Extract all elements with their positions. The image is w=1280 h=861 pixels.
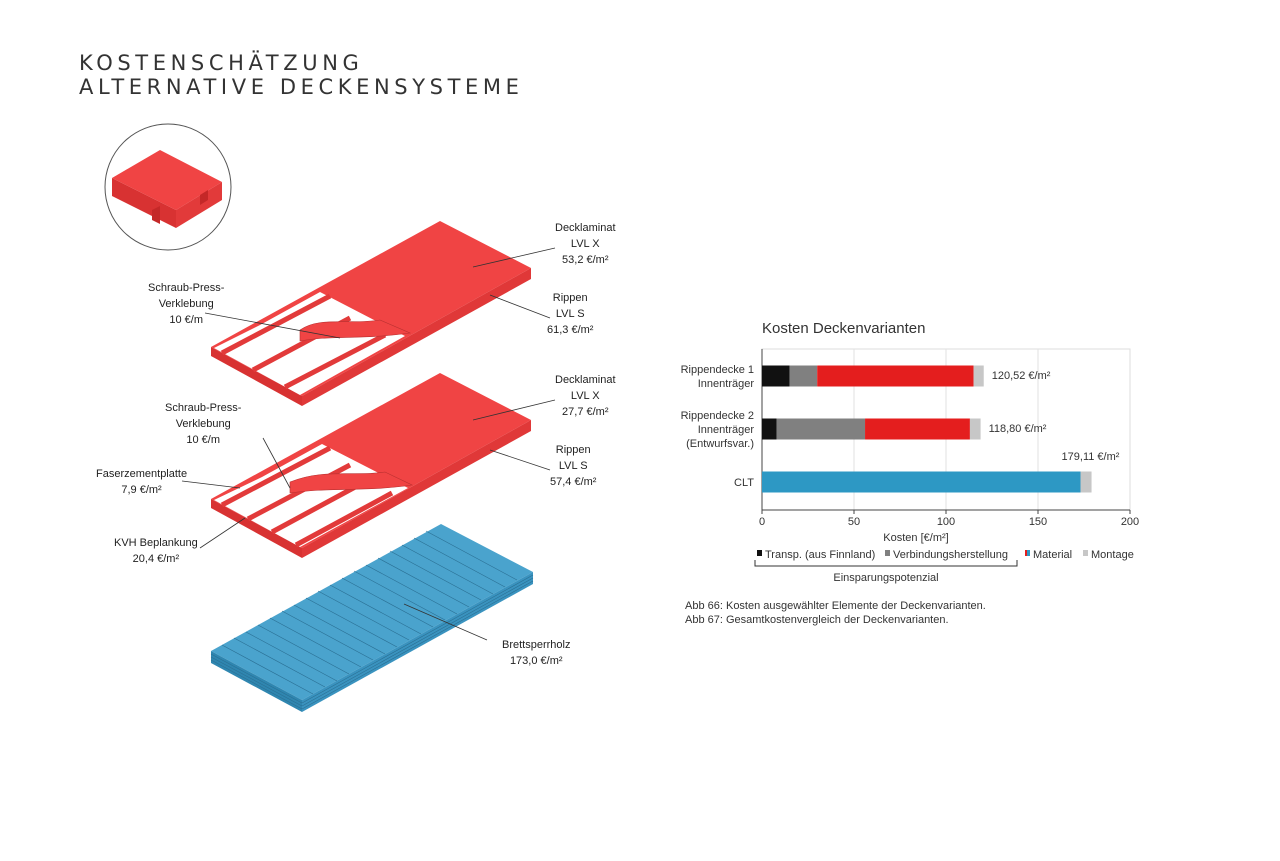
- cost-chart: [640, 300, 1200, 590]
- bar-segment-clt: [762, 472, 1081, 493]
- x-tick-label: 0: [758, 516, 766, 528]
- page-title-line-1: KOSTENSCHÄTZUNG: [79, 51, 364, 75]
- legend-swatch-clt: [1027, 550, 1030, 556]
- bar-segment-3: [974, 366, 984, 387]
- label-top-decklaminat: [555, 220, 616, 268]
- category-label: Rippendecke 1: [680, 364, 754, 376]
- label-line: Decklaminat: [555, 222, 616, 234]
- x-tick-label: 100: [936, 516, 956, 528]
- label-line: LVL S: [558, 460, 588, 472]
- legend-swatch: [1083, 550, 1088, 556]
- bar-segment-3: [970, 419, 981, 440]
- label-line: Schraub-Press-: [148, 282, 225, 294]
- top-deck-panel: [211, 221, 531, 406]
- label-line: LVL X: [570, 238, 600, 250]
- bar-segment-0: [762, 366, 790, 387]
- label-line: 20,4 €/m²: [132, 553, 180, 565]
- x-tick-label: 50: [847, 516, 861, 528]
- bar-segment-3: [1081, 472, 1092, 493]
- total-label: 179,11 €/m²: [1061, 451, 1120, 463]
- label-line: Rippen: [552, 292, 588, 304]
- legend-label: Verbindungsherstellung: [893, 549, 1008, 561]
- label-top-verklebung: [148, 280, 224, 328]
- total-label: 120,52 €/m²: [991, 370, 1051, 382]
- x-axis-label: Kosten [€/m²]: [883, 532, 949, 544]
- label-faserzementplatte: [96, 466, 187, 498]
- legend-label: Material: [1033, 549, 1073, 561]
- label-line: Schraub-Press-: [165, 402, 242, 414]
- label-line: LVL S: [555, 308, 585, 320]
- caption-abb-66: Abb 66: Kosten ausgewählter Elemente der Deckenvarianten.: [685, 600, 986, 612]
- label-mid-rippen: [550, 442, 596, 490]
- bar-segment-1: [777, 419, 865, 440]
- category-label: (Entwurfsvar.): [686, 438, 754, 450]
- category-label: Innenträger: [697, 424, 754, 436]
- label-line: Rippen: [555, 444, 591, 456]
- legend-label: Transp. (aus Finnland): [765, 549, 876, 561]
- bar-segment-0: [762, 419, 777, 440]
- page-title-line-2: ALTERNATIVE DECKENSYSTEME: [79, 75, 524, 99]
- legend-label: Montage: [1091, 549, 1134, 561]
- label-line: 7,9 €/m²: [121, 484, 162, 496]
- category-label: CLT: [734, 477, 754, 489]
- caption-abb-67: Abb 67: Gesamtkostenvergleich der Deckenvarianten.: [685, 614, 949, 626]
- label-line: 57,4 €/m²: [550, 476, 597, 488]
- bracket-label: Einsparungspotenzial: [833, 572, 939, 584]
- bar-segment-2: [817, 366, 973, 387]
- label-line: 61,3 €/m²: [547, 324, 594, 336]
- label-kvh-beplankung: [114, 535, 198, 567]
- chart-title: Kosten Deckenvarianten: [762, 320, 926, 337]
- label-line: 53,2 €/m²: [562, 254, 609, 266]
- label-line: Decklaminat: [555, 374, 616, 386]
- clt-panel: [211, 524, 533, 712]
- category-label: Rippendecke 2: [680, 410, 754, 422]
- legend-swatch: [885, 550, 890, 556]
- label-mid-decklaminat: [555, 372, 616, 420]
- label-line: 10 €/m: [186, 434, 221, 446]
- middle-deck-panel: [211, 373, 531, 558]
- label-line: 173,0 €/m²: [509, 655, 563, 667]
- label-line: Brettsperrholz: [502, 639, 571, 651]
- x-tick-label: 200: [1120, 516, 1140, 528]
- bar-segment-1: [790, 366, 818, 387]
- label-line: LVL X: [570, 390, 600, 402]
- detail-circle: [105, 124, 231, 250]
- total-label: 118,80 €/m²: [988, 423, 1047, 435]
- bar-segment-2: [865, 419, 970, 440]
- label-line: 10 €/m: [169, 314, 204, 326]
- label-brettsperrholz: [502, 637, 570, 669]
- label-line: 27,7 €/m²: [562, 406, 609, 418]
- category-label: Innenträger: [697, 378, 754, 390]
- label-top-rippen: [547, 290, 593, 338]
- label-line: Faserzementplatte: [96, 468, 188, 480]
- legend-swatch: [757, 550, 762, 556]
- x-tick-label: 150: [1028, 516, 1048, 528]
- label-line: Verklebung: [175, 418, 231, 430]
- label-mid-verklebung: [165, 400, 241, 448]
- label-line: KVH Beplankung: [114, 537, 198, 549]
- label-line: Verklebung: [158, 298, 214, 310]
